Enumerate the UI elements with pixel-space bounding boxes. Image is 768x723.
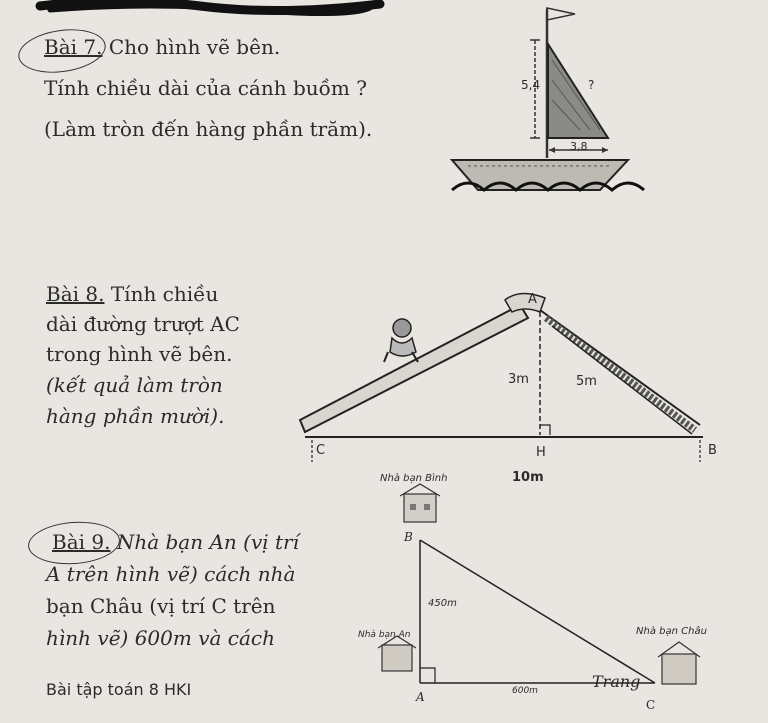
slide-label-3m: 3m <box>508 372 529 387</box>
bai8-line2: dài đường trượt AC <box>46 312 240 336</box>
slide-label-B: B <box>708 443 717 458</box>
bai7-line2: (Làm tròn đến hàng phần trăm). <box>44 117 373 141</box>
dist-label-A: A <box>416 690 425 704</box>
bai9-line2: A trên hình vẽ) cách nhà <box>46 562 296 586</box>
bai9-line4: hình vẽ) 600m và cách <box>46 626 275 650</box>
slide-label-C: C <box>316 443 326 458</box>
slide-house-caption: Nhà bạn Bình <box>380 473 448 484</box>
sail-height-label: 5,4 <box>521 78 541 92</box>
dist-label-C: C <box>646 698 656 712</box>
bai9-title: Bài 9. <box>52 530 111 554</box>
bai8-line4: (kết quả làm tròn <box>46 373 223 397</box>
bai7-title-rest: Cho hình vẽ bên. <box>108 35 281 59</box>
slide-label-H: H <box>536 445 546 460</box>
dist-label-600: 600m <box>512 686 538 696</box>
dist-label-Chau: Nhà bạn Châu <box>636 626 707 637</box>
dist-label-B: B <box>404 530 413 544</box>
bai8-title: Bài 8. <box>46 282 105 306</box>
dist-label-An: Nhà bạn An <box>358 630 411 640</box>
slide-label-A: A <box>528 292 537 307</box>
bai8-line3: trong hình vẽ bên. <box>46 342 233 366</box>
bai8-line5: hàng phần mười). <box>46 404 225 428</box>
dist-label-450: 450m <box>428 598 457 609</box>
bai8-title-rest: Tính chiều <box>110 282 219 306</box>
footer-text: Bài tập toán 8 HKI <box>46 680 192 699</box>
slide-label-10m: 10m <box>512 470 544 485</box>
bai9-title-rest: Nhà bạn An (vị trí <box>116 530 299 554</box>
bai7-title: Bài 7. <box>44 35 103 59</box>
bai7-line1: Tính chiều dài của cánh buồm ? <box>44 76 367 100</box>
sail-question-label: ? <box>588 78 595 92</box>
dist-label-Trang: Trang <box>592 672 641 691</box>
slide-label-5m: 5m <box>576 374 597 389</box>
bai9-line3: bạn Châu (vị trí C trên <box>46 594 276 618</box>
sail-base-label: 3,8 <box>570 140 588 153</box>
